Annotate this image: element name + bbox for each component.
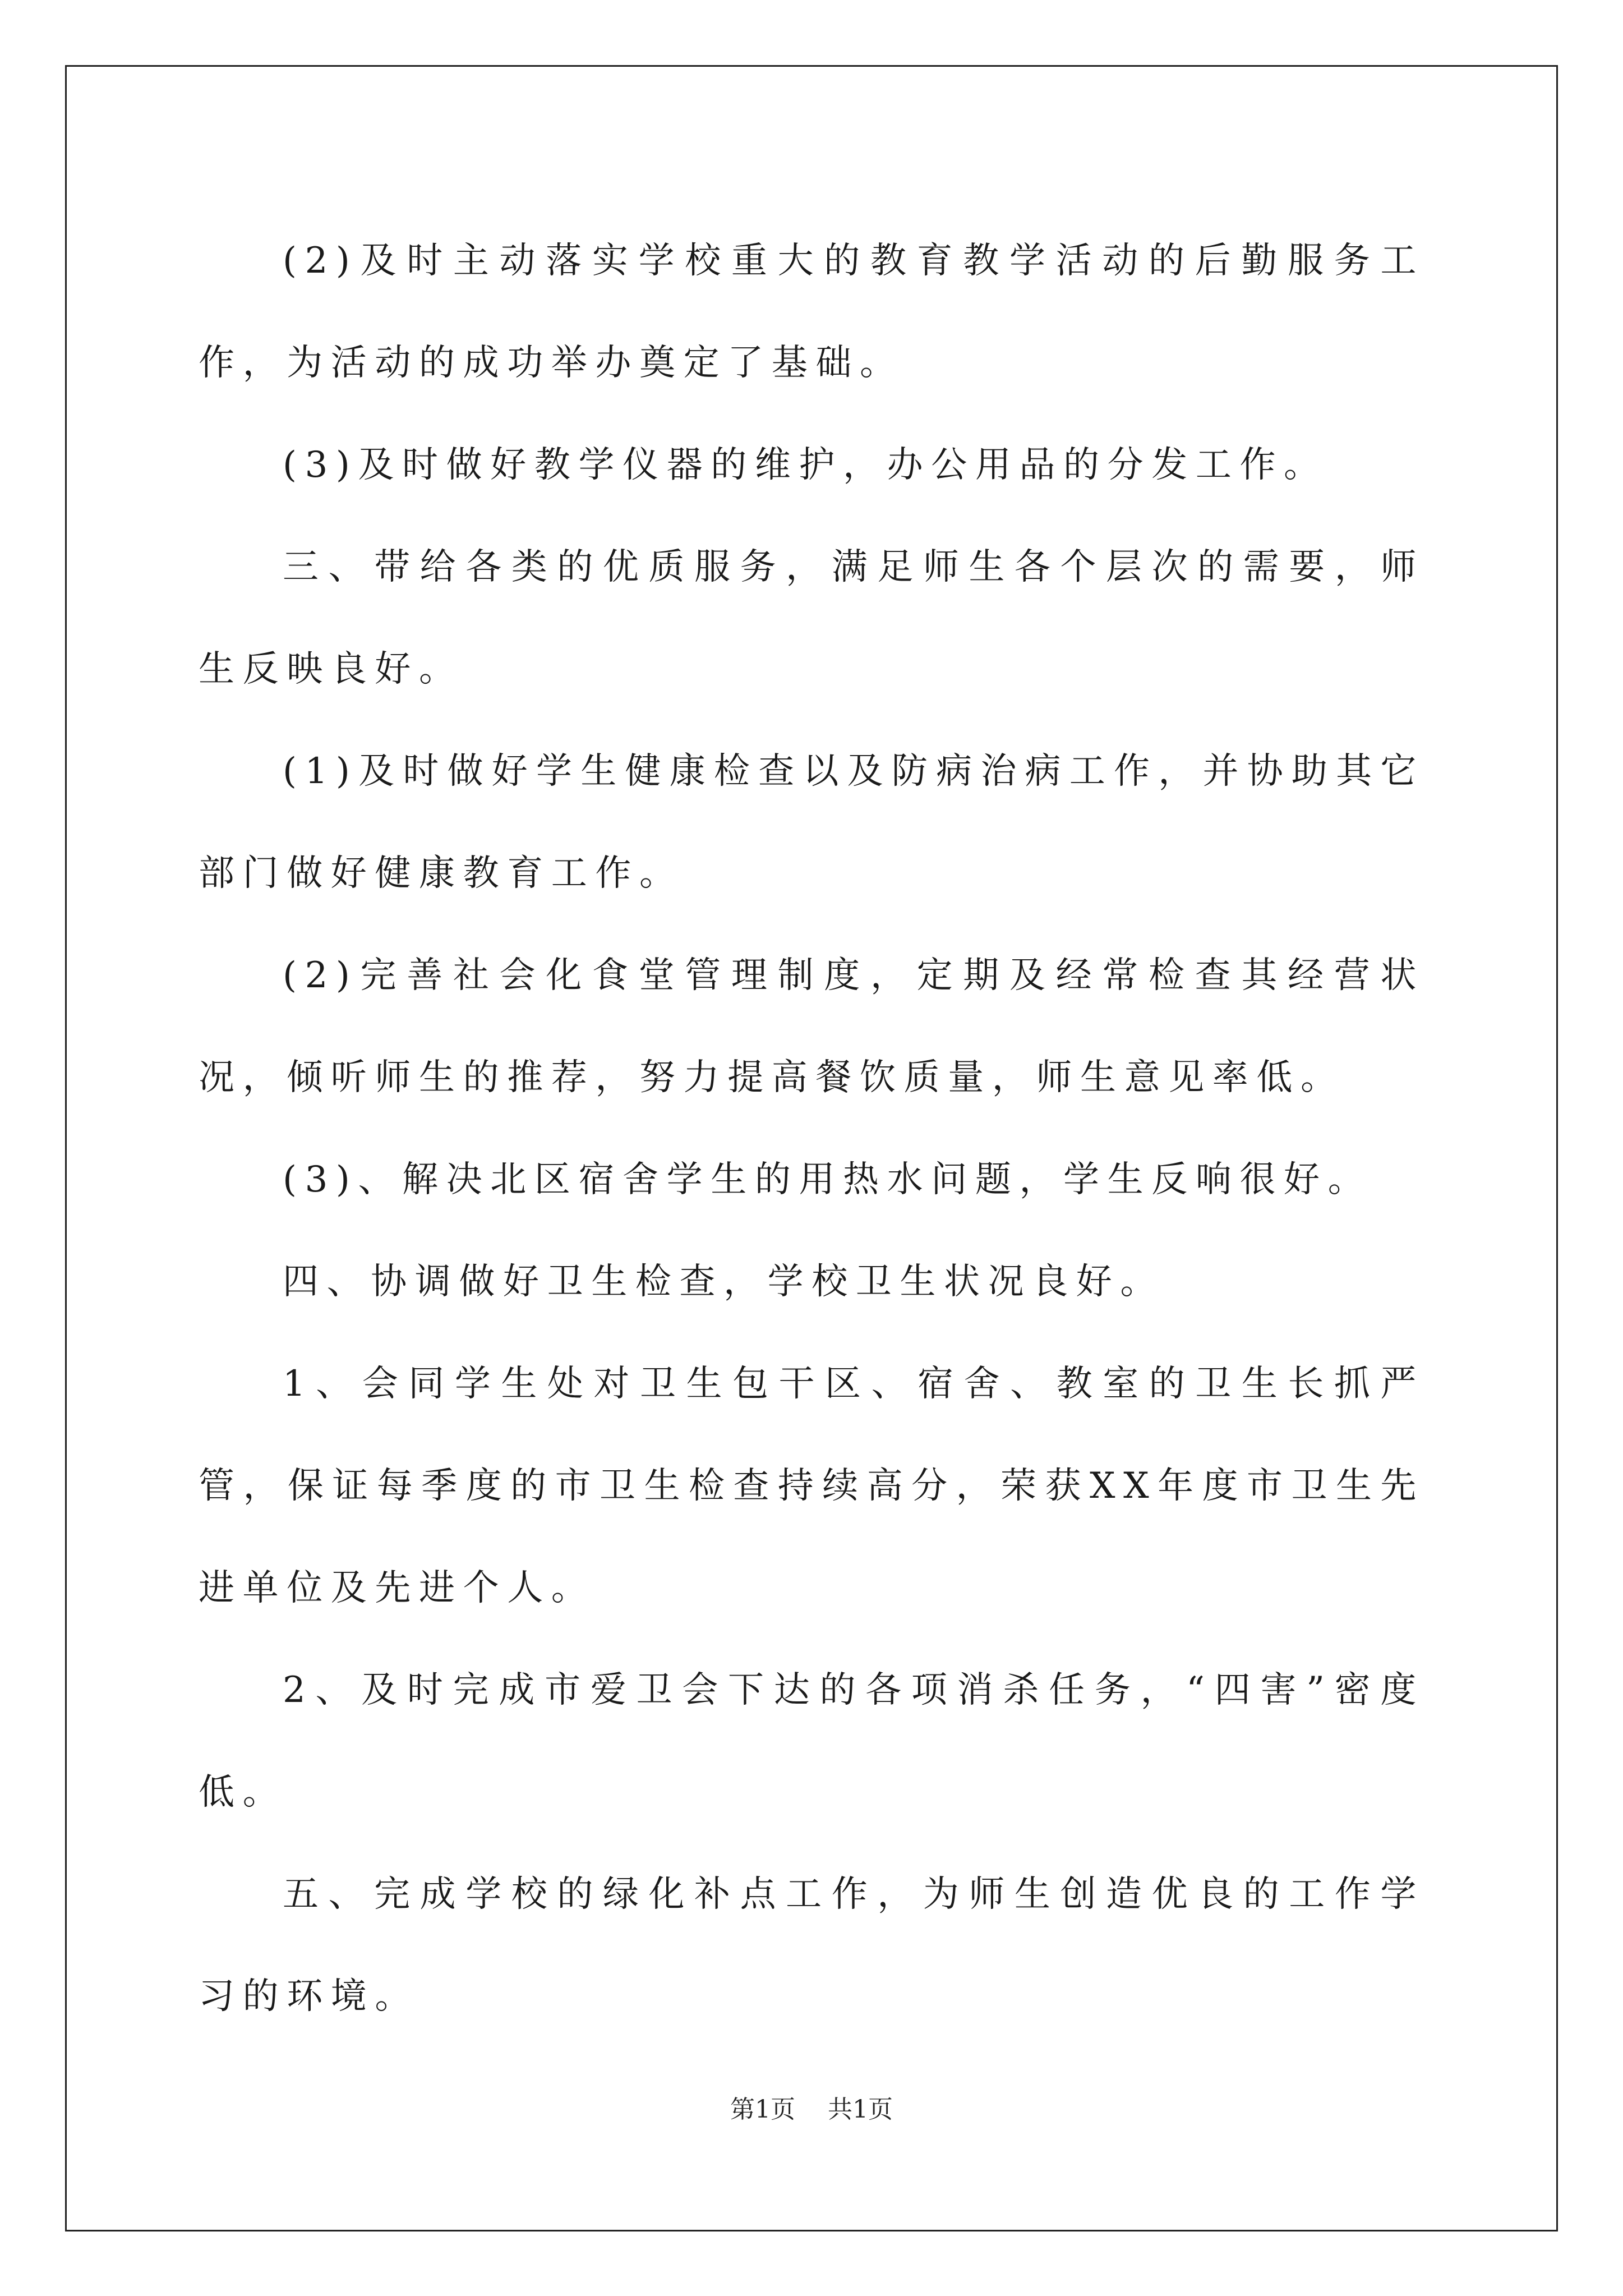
paragraph: 1、会同学生处对卫生包干区、宿舍、教室的卫生长抓严管，保证每季度的市卫生检查持续高分，荣获XX年度市卫生先进单位及先进个人。 (199, 1363, 1424, 1609)
paragraph: 五、完成学校的绿化补点工作，为师生创造优良的工作学习的环境。 (199, 1874, 1424, 2017)
paragraph: (1)及时做好学生健康检查以及防病治病工作，并协助其它部门做好健康教育工作。 (199, 751, 1424, 894)
paragraph: (3)及时做好教学仪器的维护，办公用品的分发工作。 (283, 444, 1328, 486)
document-body (199, 210, 1424, 2047)
paragraph: (2)及时主动落实学校重大的教育教学活动的后勤服务工作，为活动的成功举办奠定了基础。 (199, 240, 1424, 384)
paragraph: (2)完善社会化食堂管理制度，定期及经常检查其经营状况，倾听师生的推荐，努力提高餐饮质量，师生意见率低。 (199, 955, 1424, 1098)
paragraph: 四、协调做好卫生检查，学校卫生状况良好。 (283, 1261, 1164, 1303)
paragraph: 2、及时完成市爱卫会下达的各项消杀任务，“四害”密度低。 (199, 1669, 1424, 1813)
page-footer (0, 2089, 1623, 2125)
paragraph: (3)、解决北区宿舍学生的用热水问题，学生反响很好。 (283, 1159, 1372, 1200)
page-total: 共1页 (828, 2095, 893, 2124)
page-number: 第1页 (730, 2095, 795, 2124)
paragraph: 三、带给各类的优质服务，满足师生各个层次的需要，师生反映良好。 (199, 546, 1424, 690)
